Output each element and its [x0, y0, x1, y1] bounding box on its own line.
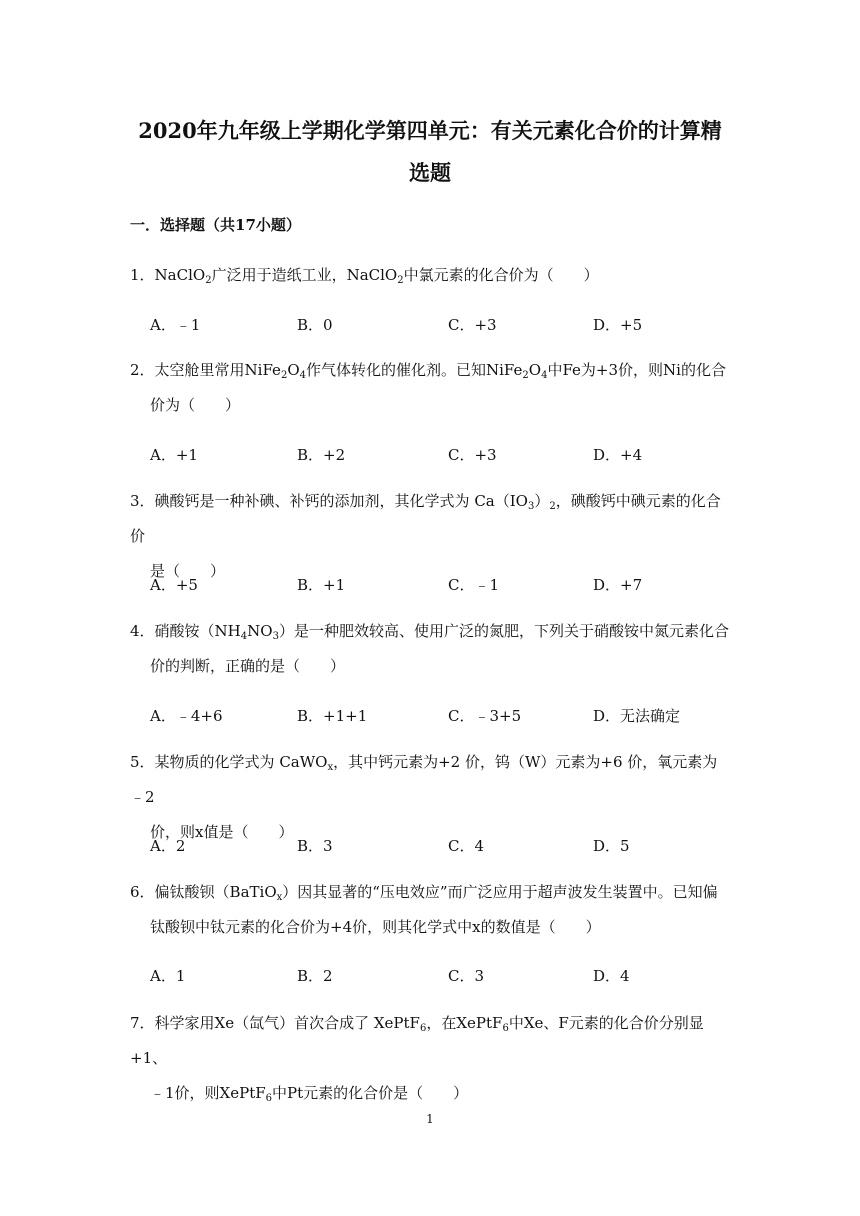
question-number: 2．	[130, 361, 155, 379]
option-b: B．+2	[297, 446, 346, 464]
question-2: 2．太空舱里常用$NiFe_2O_4$作气体转化的催化剂。已知$NiFe_2O_4$中Fe为+3价，则Ni的化合 价为（ ）	[130, 361, 726, 414]
option-b: B．2	[297, 967, 333, 985]
option-c: C．﹣3+5	[448, 707, 522, 725]
question-4: 4．硝酸铵$(NH_4NO_3)$是一种肥效较高、使用广泛的氮肥，下列关于硝酸铵中氮元素化合 价的判断，正确的是（ ）	[130, 622, 729, 675]
question-number: 1．	[130, 266, 155, 284]
option-b: B．+1+1	[297, 707, 368, 725]
document-title-line-1: 2020年九年级上学期化学第四单元：有关元素化合价的计算精	[138, 118, 722, 143]
option-b: B．3	[297, 837, 333, 855]
option-a: A．﹣1	[150, 316, 201, 334]
option-d: D．5	[593, 837, 630, 855]
option-d: D．无法确定	[593, 707, 681, 725]
option-c: C．﹣1	[448, 576, 500, 594]
option-c: C．+3	[448, 316, 497, 334]
option-a: A．2	[150, 837, 186, 855]
option-a: A．+1	[150, 446, 198, 464]
question-number: 4．	[130, 622, 155, 640]
question-number: 6．	[130, 883, 155, 901]
question-5: 5．某物质的化学式为 CaWO$_x$，其中钙元素为+2 价，钨（W）元素为+6 价，氧元素为﹣2 价，则x值是（ ）	[130, 753, 718, 841]
document-title-line-2: 选题	[409, 160, 451, 185]
question-7: 7．科学家用Xe（氙气）首次合成了 XePtF$_6$，在XePtF$_6$中Xe、F元素的化合价分别显+1、 ﹣1价，则XePtF$_6$中Pt元素的化合价是（ ）	[130, 1014, 704, 1104]
question-3-options	[150, 574, 710, 598]
section-heading: 一．选择题（共17小题）	[130, 216, 301, 234]
question-1-options	[150, 314, 710, 338]
question-number: 7．	[130, 1014, 155, 1032]
question-number: 5．	[130, 753, 155, 771]
question-2-options	[150, 444, 710, 468]
option-d: D．+7	[593, 576, 643, 594]
question-number: 3．	[130, 492, 155, 510]
option-d: D．4	[593, 967, 630, 985]
option-b: B．0	[297, 316, 333, 334]
option-a: A．+5	[150, 576, 198, 594]
question-6: 6．偏钛酸钡（BaTiO$_x$）因其显著的“压电效应”而广泛应用于超声波发生装置中。已知偏 钛酸钡中钛元素的化合价为+4价，则其化学式中x的数值是（ ）	[130, 883, 718, 936]
option-c: C．4	[448, 837, 485, 855]
question-4-options	[150, 705, 710, 729]
question-3: 3．碘酸钙是一种补碘、补钙的添加剂，其化学式为 $Ca(IO_3)_2$，碘酸钙中碘元素的化合价 是（ ）	[130, 492, 721, 580]
option-c: C．+3	[448, 446, 497, 464]
option-c: C．3	[448, 967, 485, 985]
page-number: 1	[426, 1112, 434, 1126]
question-6-options	[150, 965, 710, 989]
option-a: A．1	[150, 967, 186, 985]
option-d: D．+5	[593, 316, 643, 334]
question-5-options	[150, 835, 710, 859]
option-b: B．+1	[297, 576, 346, 594]
option-a: A．﹣4+6	[150, 707, 223, 725]
question-1: 1．NaClO$_2$广泛用于造纸工业，NaClO$_2$中氯元素的化合价为（ ）	[130, 266, 599, 286]
option-d: D．+4	[593, 446, 643, 464]
